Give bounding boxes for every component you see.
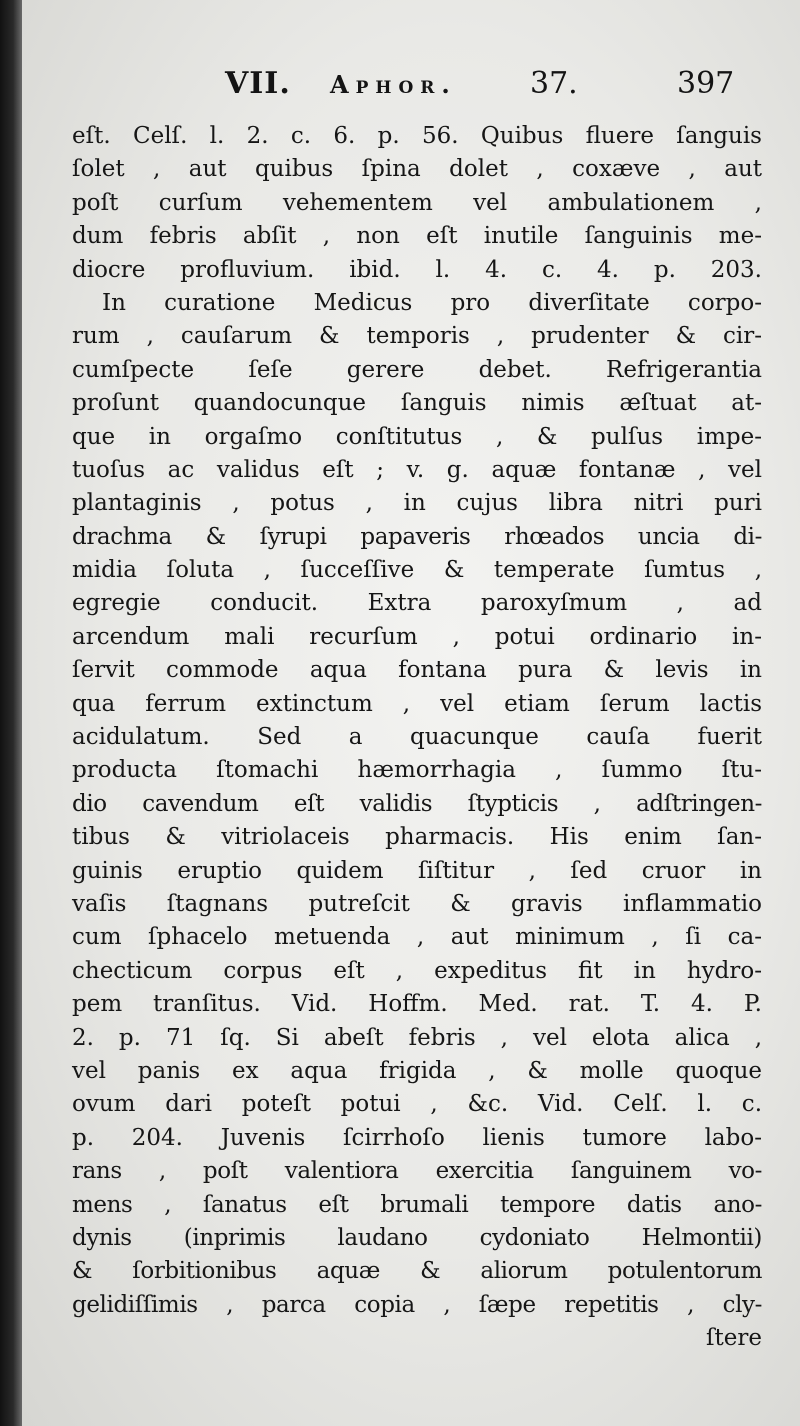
text-line: tuoſus ac validus eſt ; v. g. aquæ fontanæ , vel <box>72 456 762 483</box>
text-line: dum febris abſit , non eſt inutile ſanguinis me- <box>72 223 762 250</box>
text-line: acidulatum. Sed a quacunque cauſa fuerit <box>72 724 762 751</box>
text-line: tibus & vitriolaceis pharmacis. His enim ſan- <box>72 824 762 851</box>
text-line: ſervit commode aqua fontana pura & levis in <box>72 657 762 684</box>
text-line: poſt curſum vehementem vel ambulationem , <box>72 189 762 216</box>
section-title: Aphor. <box>330 70 457 99</box>
text-line: cum ſphacelo metuenda , aut minimum , ſi ca- <box>72 924 762 951</box>
text-line: ovum dari poteſt potui , &c. Vid. Celſ. l. c. <box>72 1091 762 1118</box>
catchword: ſtere <box>706 1325 762 1352</box>
text-line: arcendum mali recurſum , potui ordinario in- <box>72 623 762 650</box>
running-header <box>22 66 800 110</box>
text-line: producta ſtomachi hæmorrhagia , ſummo ſtu- <box>72 757 762 784</box>
text-line: p. 204. Juvenis ſcirrhoſo lienis tumore labo- <box>72 1124 762 1151</box>
scan-binding-edge <box>0 0 22 1426</box>
text-line: dio cavendum eſt validis ſtypticis , adſtringen- <box>72 790 762 817</box>
paragraph-start-line: In curatione Medicus pro diverſitate corpo- <box>102 289 762 316</box>
text-line: diocre profluvium. ibid. l. 4. c. 4. p. 203. <box>72 256 762 283</box>
text-line: que in orgaſmo conſtitutus , & pulſus impe- <box>72 423 762 450</box>
book-page <box>22 0 800 1426</box>
text-line: eſt. Celſ. l. 2. c. 6. p. 56. Quibus fluere ſanguis <box>72 123 762 149</box>
aphorism-number: 37. <box>530 66 578 101</box>
text-line: egregie conducit. Extra paroxyſmum , ad <box>72 590 762 617</box>
text-line: dynis (inprimis laudano cydoniato Helmontii) <box>72 1224 762 1251</box>
page-number: 397 <box>677 66 735 101</box>
text-line: midia ſoluta , ſucceſſive & temperate ſumtus , <box>72 557 762 584</box>
text-line: rum , cauſarum & temporis , prudenter & cir- <box>72 323 762 350</box>
text-line: vaſis ſtagnans putreſcit & gravis inflammatio <box>72 890 762 917</box>
chapter-number: VII. <box>225 66 291 101</box>
text-line: & ſorbitionibus aquæ & aliorum potulentorum <box>72 1258 762 1285</box>
text-line: qua ferrum extinctum , vel etiam ſerum lactis <box>72 690 762 717</box>
text-line: pem tranſitus. Vid. Hoffm. Med. rat. T. 4. P. <box>72 991 762 1018</box>
text-line: vel panis ex aqua frigida , & molle quoque <box>72 1057 762 1084</box>
text-line: proſunt quandocunque ſanguis nimis æſtuat at- <box>72 390 762 417</box>
text-line: drachma & ſyrupi papaveris rhœados uncia di- <box>72 523 762 550</box>
text-line: plantaginis , potus , in cujus libra nitri puri <box>72 490 762 517</box>
text-line: rans , poſt valentiora exercitia ſanguinem vo- <box>72 1158 762 1185</box>
text-line: mens , ſanatus eſt brumali tempore datis ano- <box>72 1191 762 1218</box>
text-line: 2. p. 71 ſq. Si abeſt febris , vel elota alica , <box>72 1024 762 1051</box>
text-line: ſolet , aut quibus ſpina dolet , coxæve , aut <box>72 156 762 183</box>
text-line: checticum corpus eſt , expeditus fit in hydro- <box>72 957 762 984</box>
text-line: guinis eruptio quidem ſiſtitur , ſed cruor in <box>72 857 762 884</box>
text-line: cumſpecte ſeſe gerere debet. Refrigerantia <box>72 356 762 383</box>
text-line: gelidiſſimis , parca copia , ſæpe repetitis , cly- <box>72 1291 762 1318</box>
body-text <box>72 120 762 1355</box>
